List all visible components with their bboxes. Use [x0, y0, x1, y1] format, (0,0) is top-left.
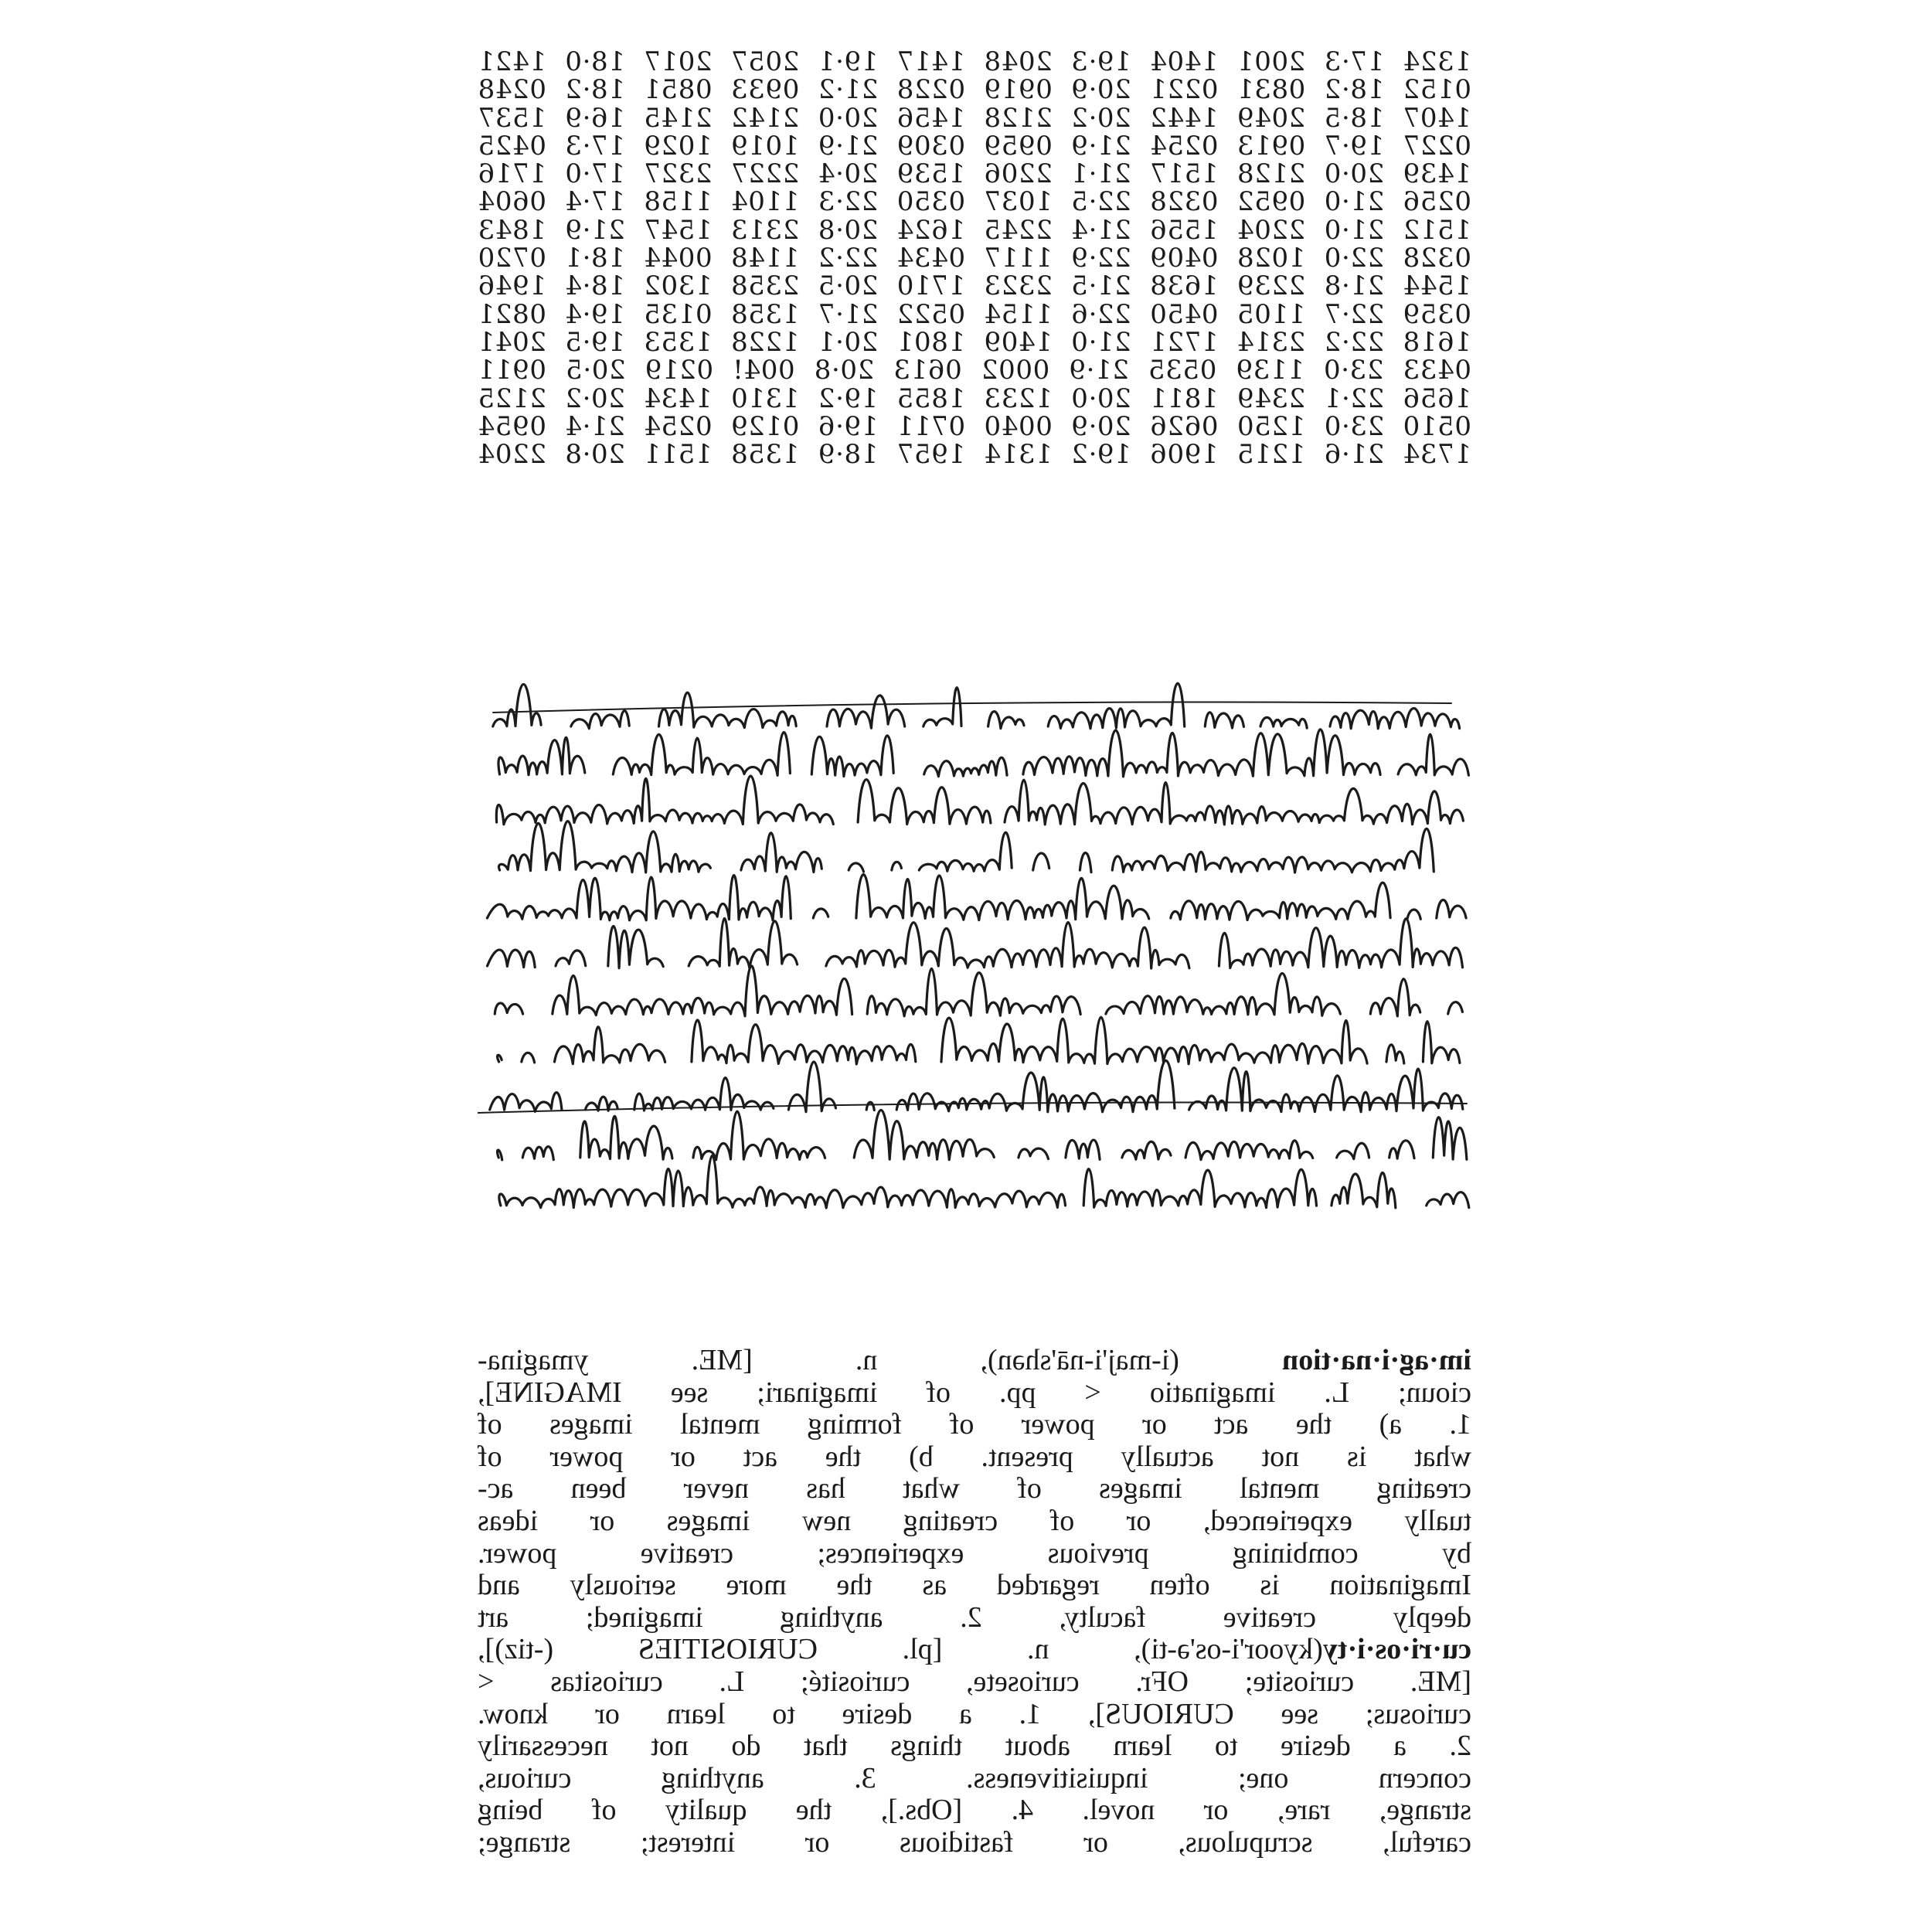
dictionary-text: (kyoor'i-os'ə-ti), n. [pl. CURIOSITIES (-tiz)], — [478, 1633, 1323, 1666]
ledger-row: 0510 23·0 1250 0626 20·9 0040 0711 19·6 0129 0254 21·4 0954 — [478, 410, 1471, 442]
dictionary-line: strange, rare, or novel. 4. [Obs.], the quality of being — [478, 1794, 1471, 1827]
dictionary-line — [478, 1345, 1471, 1377]
script-line — [498, 1110, 1467, 1159]
dictionary-line — [478, 1634, 1471, 1666]
script-line — [498, 821, 1460, 872]
script-line — [498, 1017, 1460, 1064]
ledger-row: 0359 22·7 1105 0450 22·6 1154 0522 21·7 1358 0135 19·4 0821 — [478, 298, 1471, 330]
number-ledger-panel — [478, 48, 1471, 589]
script-flourish — [493, 702, 1451, 713]
script-flourish — [478, 1103, 1467, 1114]
ledger-row: 1324 17·3 2001 1404 19·3 2048 1417 19·1 2057 2017 18·0 1421 — [478, 46, 1471, 77]
script-line — [493, 683, 1460, 729]
dictionary-line: curiosus; see CURIOUS], 1. a desire to learn or know. — [478, 1697, 1471, 1730]
dictionary-line: careful, scrupulous, or fastidious or interest; strange; — [478, 1825, 1471, 1859]
ledger-row: 0227 19·7 0913 0254 21·9 0959 0309 21·9 1019 1029 17·3 0425 — [478, 130, 1471, 162]
dictionary-line: tually experienced, or of creating new images or ideas — [478, 1504, 1471, 1537]
dictionary-line: what is not actually present. b) the act or power of — [478, 1440, 1471, 1473]
ledger-row: 1618 22·2 2314 1721 21·0 1409 1801 20·1 1228 1353 19·5 2041 — [478, 326, 1471, 358]
ledger-row: 0433 23·0 1139 0535 21·9 0002 0613 20·8 004! 0219 20·5 0911 — [478, 355, 1471, 386]
ledger-row: 0152 18·2 0831 0221 20·9 0919 0228 21·2 0933 0851 18·2 0248 — [478, 74, 1471, 106]
dictionary-line: Imagination is often regarded as the more seriously and — [478, 1569, 1471, 1602]
ledger-row: 0256 21·0 0952 0328 22·5 1037 0350 22·3 1104 1158 17·4 0604 — [478, 186, 1471, 218]
script-line — [487, 875, 1466, 920]
headword-imagination: im·ag·i·na·tion — [1282, 1344, 1471, 1376]
dictionary-line: deeply creative faculty, 2. anything imagined; art — [478, 1600, 1471, 1634]
ledger-row: 1407 18·5 2049 1442 20·2 2128 1456 20·0 2142 2145 16·9 1537 — [478, 102, 1471, 134]
ledger-row: 1512 21·0 2204 1556 21·4 2245 1624 20·8 2313 1547 21·9 1843 — [478, 214, 1471, 246]
ledger-row: 1656 22·1 2349 1811 20·0 1233 1855 19·2 1310 1434 20·2 2125 — [478, 383, 1471, 414]
script-line — [495, 966, 1471, 1016]
script-line — [498, 730, 1468, 777]
ledger-row: 1734 21·6 1215 1906 19·2 1314 1957 18·9 1358 1511 20·8 2204 — [478, 439, 1471, 471]
script-line — [499, 1155, 1469, 1208]
dictionary-line: [ME. curiosite; OFr. curiosete, curiosité; L. curiositas < — [478, 1665, 1471, 1698]
ledger-row: 0328 22·0 1028 0409 22·9 1117 0434 22·2 1148 0044 18·1 0720 — [478, 243, 1471, 274]
cursive-handwriting-image — [478, 680, 1471, 1252]
dictionary-line: 2. a desire to learn about things that do not necessarily — [478, 1730, 1471, 1763]
headword-curiosity: cu·ri·os·i·ty — [1322, 1633, 1471, 1666]
dictionary-line: 1. a) the act or power of forming mental images of — [478, 1408, 1471, 1441]
dictionary-text: (i-maj'i-nā'shən), n. [ME. ymagina- — [478, 1344, 1283, 1376]
dictionary-line: creating mental images of what has never been ac- — [478, 1472, 1471, 1505]
dictionary-excerpt-panel — [478, 1345, 1471, 1901]
script-line — [496, 776, 1463, 825]
dictionary-line: concern one; inquisitiveness. 3. anything curious, — [478, 1761, 1471, 1794]
ledger-row: 1544 21·8 2239 1638 21·5 2323 1710 20·5 2358 1302 18·4 1946 — [478, 270, 1471, 302]
script-line — [488, 918, 1463, 968]
dictionary-line: by combining previous experiences; creative power. — [478, 1536, 1471, 1570]
dictionary-line: cioun; L. imaginatio < pp. of imaginari; see IMAGINE], — [478, 1376, 1471, 1409]
handwritten-script-panel — [478, 680, 1471, 1252]
ledger-row: 1439 20·0 2128 1517 21·1 2206 1539 20·4 2227 2327 17·0 1716 — [478, 158, 1471, 190]
